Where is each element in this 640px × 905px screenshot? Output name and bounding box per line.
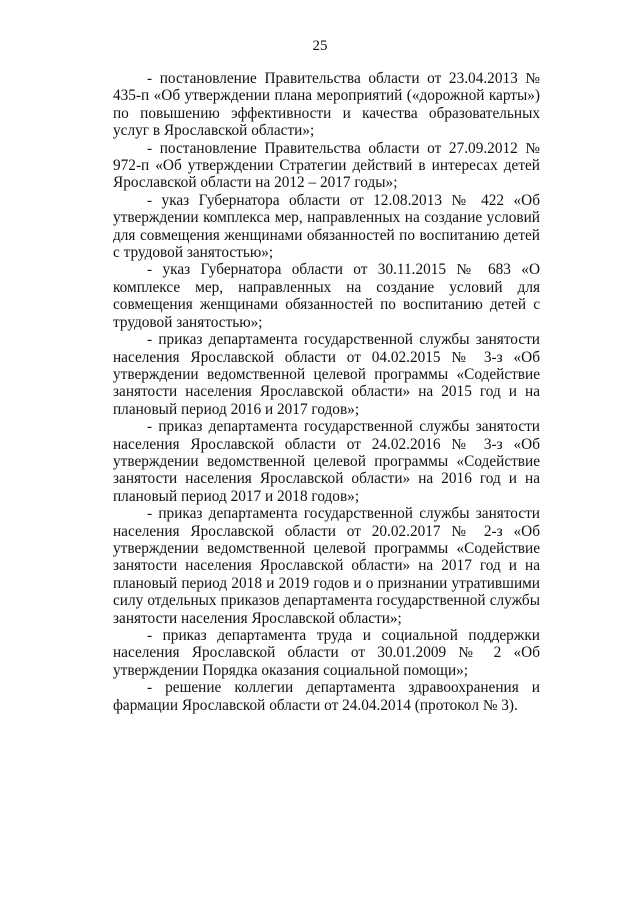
page-number: 25: [312, 38, 328, 54]
list-item: - приказ департамента государственной службы занятости населения Ярославской области от 24.02.2016 № 3-з «Об утверждении ведомственной целевой программы «Содействие занятости населения Ярославской области» на 2016 год и на плановый период 2017 и 2018 годов»;: [113, 418, 540, 505]
list-item: - приказ департамента труда и социальной поддержки населения Ярославской области от 30.01.2009 № 2 «Об утверждении Порядка оказания социальной помощи»;: [113, 627, 540, 679]
list-item: - приказ департамента государственной службы занятости населения Ярославской области от 04.02.2015 № 3-з «Об утверждении ведомственной целевой программы «Содействие занятости населения Ярославской области» на 2015 год и на плановый период 2016 и 2017 годов»;: [113, 331, 540, 418]
document-body: [113, 70, 540, 714]
list-item: - решение коллегии департамента здравоохранения и фармации Ярославской области от 24.04.2014 (протокол № 3).: [113, 679, 540, 714]
list-item: - приказ департамента государственной службы занятости населения Ярославской области от 20.02.2017 № 2-з «Об утверждении ведомственной целевой программы «Содействие занятости населения Ярославской области» на 2017 год и на плановый период 2018 и 2019 годов и о признании утратившими силу отдельных приказов департамента государственной службы занятости населения Ярославской области»;: [113, 505, 540, 627]
list-item: - указ Губернатора области от 12.08.2013 № 422 «Об утверждении комплекса мер, направленных на создание условий для совмещения женщинами обязанностей по воспитанию детей с трудовой занятостью»;: [113, 191, 540, 262]
list-item: - постановление Правительства области от 27.09.2012 № 972-п «Об утверждении Стратегии действий в интересах детей Ярославской области на 2012 – 2017 годы»;: [113, 139, 540, 192]
list-item: - постановление Правительства области от 23.04.2013 № 435-п «Об утверждении плана мероприятий («дорожной карты») по повышению эффективности и качества образовательных услуг в Ярославской области»;: [113, 70, 540, 140]
list-item: - указ Губернатора области от 30.11.2015 № 683 «О комплексе мер, направленных на создание условий для совмещения женщинами обязанностей по воспитанию детей с трудовой занятостью»;: [113, 261, 540, 331]
